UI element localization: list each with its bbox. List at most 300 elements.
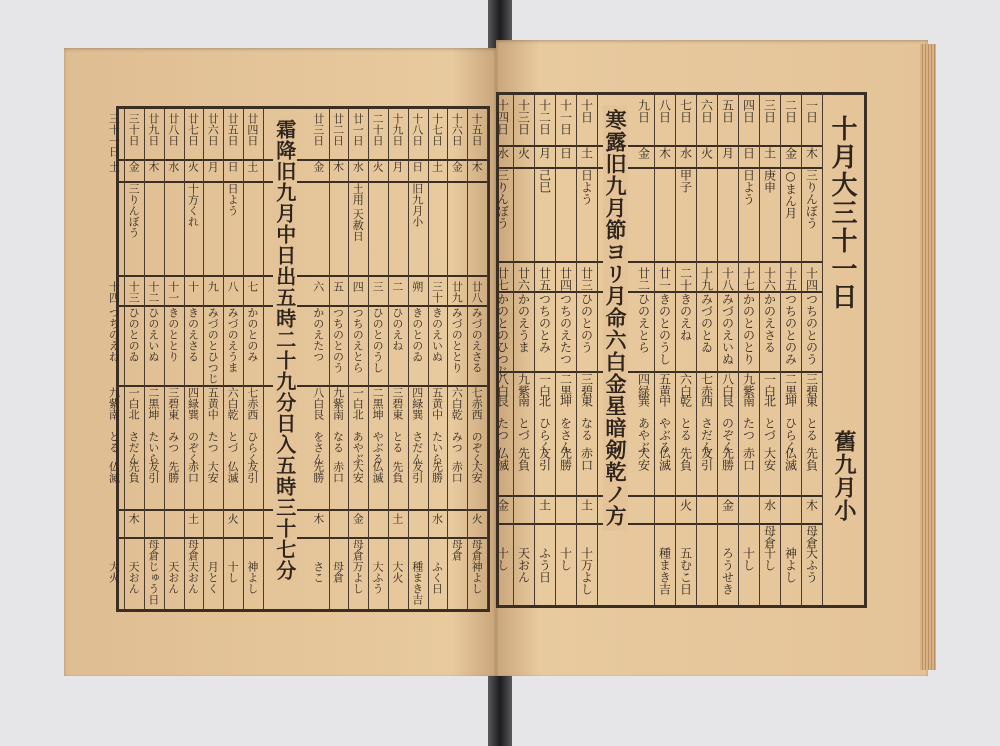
day-d-cell: 八日 (657, 99, 672, 123)
day-a-cell: 庚申 (762, 169, 777, 193)
day-k-cell: じゅう日 (146, 561, 160, 605)
day-h-cell: 友引 (146, 461, 160, 483)
day-f-cell: 東 (579, 395, 594, 407)
day-k-cell: 天おん (166, 561, 180, 594)
day-w-cell: 金 (783, 147, 798, 159)
day-f-cell: 巽 (410, 409, 424, 420)
day-k-cell: 種まき吉 (410, 561, 424, 605)
day-d-cell: 七日 (678, 99, 693, 123)
day-b-cell: 七 (245, 281, 259, 292)
day-h-cell: 先負 (804, 447, 819, 471)
day-k-cell: 天おん (186, 561, 200, 594)
day-f-cell: 南 (331, 409, 345, 420)
day-h-cell: 仏滅 (495, 447, 510, 471)
day-a-cell: 日よう (579, 169, 594, 205)
day-h-cell: 先負 (390, 461, 404, 483)
day-e-cell: 四緑 (636, 373, 651, 397)
day-g-cell: なる (579, 417, 594, 441)
day-w-cell: 木 (146, 161, 160, 172)
day-k-cell: 天おん (516, 547, 531, 583)
left-page (64, 48, 496, 676)
day-c-cell: つちのとのう (331, 307, 345, 373)
day-h-cell: 友引 (537, 447, 552, 471)
day-i-cell: 木 (127, 513, 141, 524)
day-b-cell: 四 (351, 281, 365, 292)
day-g-cell: ひらく (245, 431, 259, 464)
day-k-cell: ろうせき (720, 547, 735, 595)
day-j-cell: 母倉 (146, 539, 160, 561)
day-b-cell: 十四 (107, 281, 121, 303)
day-f-cell: 艮 (311, 409, 325, 420)
day-w-cell: 木 (804, 147, 819, 159)
day-i-cell: 土 (537, 499, 552, 511)
day-f-cell: 坤 (783, 395, 798, 407)
day-d-cell: 十五日 (470, 113, 484, 146)
day-h-cell: 仏滅 (226, 461, 240, 483)
day-w-cell: 日 (741, 147, 756, 159)
day-w-cell: 日 (410, 161, 424, 172)
day-g-cell: さだん (410, 431, 424, 464)
day-d-cell: 三十一日 (107, 113, 121, 157)
day-k-cell: 十し (226, 561, 240, 583)
day-g-cell: たいら (430, 431, 444, 464)
day-k-cell: 大火 (390, 561, 404, 583)
day-g-cell: のぞく (470, 431, 484, 464)
day-e-cell: 七赤 (470, 387, 484, 409)
day-k-cell: 神よし (245, 561, 259, 594)
day-f-cell: 西 (245, 409, 259, 420)
day-c-cell: つちのとのみ (783, 293, 798, 365)
left-calendar-table (107, 106, 490, 612)
day-c-cell: みづのえうま (226, 307, 240, 373)
day-g-cell: とる (107, 431, 121, 453)
day-d-cell: 九日 (636, 99, 651, 123)
day-w-cell: 日 (226, 161, 240, 172)
right-page (496, 40, 928, 676)
day-f-cell: 東 (390, 409, 404, 420)
day-c-cell: ひのえいぬ (146, 307, 160, 362)
day-b-cell: 廿二 (636, 267, 651, 291)
day-f-cell: 東 (804, 395, 819, 407)
day-d-cell: 十四日 (495, 99, 510, 135)
day-h-cell: 大安 (206, 461, 220, 483)
day-a-cell: 三りんぼう (495, 169, 510, 229)
day-c-cell: きのえさる (186, 307, 200, 362)
day-k-cell: 月とく (206, 561, 220, 594)
day-g-cell: たつ (741, 417, 756, 441)
day-d-cell: 二日 (783, 99, 798, 123)
day-a-cell: 土用 天赦日 (351, 183, 365, 242)
day-d-cell: 廿二日 (331, 113, 345, 146)
day-d-cell: 廿九日 (146, 113, 160, 146)
day-w-cell: 月 (206, 161, 220, 172)
day-i-cell: 金 (720, 499, 735, 511)
day-a-cell: 日よう (226, 183, 240, 216)
day-g-cell: なる (331, 431, 345, 453)
day-h-cell: 先勝 (430, 461, 444, 483)
day-b-cell: 廿六 (516, 267, 531, 291)
day-column (388, 109, 409, 609)
day-k-cell: ふう日 (537, 547, 552, 583)
day-k-cell: 五むこ日 (678, 547, 693, 595)
day-d-cell: 十一日 (558, 99, 573, 135)
day-c-cell: つちのえとら (351, 307, 365, 373)
day-b-cell: 十九 (699, 267, 714, 291)
day-b-cell: 十三 (127, 281, 141, 303)
day-d-cell: 五日 (720, 99, 735, 123)
day-d-cell: 廿七日 (186, 113, 200, 146)
day-a-cell: 己巳 (537, 169, 552, 193)
day-f-cell: 西 (699, 395, 714, 407)
day-g-cell: さだん (127, 431, 141, 464)
day-a-cell: 三りんぼう (804, 169, 819, 229)
day-h-cell: 大安 (351, 461, 365, 483)
day-h-cell: 先負 (127, 461, 141, 483)
day-e-cell: 九紫 (741, 373, 756, 397)
day-w-cell: 火 (371, 161, 385, 172)
day-d-cell: 三十日 (127, 113, 141, 146)
day-k-cell: 大ふう (804, 547, 819, 583)
day-c-cell: つちのえたつ (558, 293, 573, 365)
day-e-cell: 三碧 (390, 387, 404, 409)
day-e-cell: 四緑 (186, 387, 200, 409)
day-d-cell: 十八日 (410, 113, 424, 146)
day-b-cell: 廿八 (470, 281, 484, 303)
day-f-cell: 北 (351, 409, 365, 420)
day-h-cell: 先勝 (720, 447, 735, 471)
day-e-cell: 九紫 (107, 387, 121, 409)
day-c-cell: ひのとのう (579, 293, 594, 353)
day-e-cell: 一白 (351, 387, 365, 409)
day-e-cell: 四緑 (410, 387, 424, 409)
day-g-cell: やぶる (657, 417, 672, 453)
day-w-cell: 土 (245, 161, 259, 172)
day-h-cell: 赤口 (450, 461, 464, 483)
day-j-cell: 母倉 (186, 539, 200, 561)
day-f-cell: 北 (537, 395, 552, 407)
day-f-cell: 南 (741, 395, 756, 407)
day-g-cell: とづ (762, 417, 777, 441)
day-a-cell: 日よう (741, 169, 756, 205)
day-i-cell: 土 (390, 513, 404, 524)
day-d-cell: 四日 (741, 99, 756, 123)
left-banner: 霜降旧九月中日出五時二十九分日入五時三十七分 (272, 119, 297, 581)
day-w-cell: 火 (699, 147, 714, 159)
day-e-cell: 五黄 (206, 387, 220, 409)
day-c-cell: みづのとひつじ (206, 307, 220, 384)
day-e-cell: 八白 (495, 373, 510, 397)
day-e-cell: 一白 (762, 373, 777, 397)
day-e-cell: 七赤 (245, 387, 259, 409)
day-c-cell: つちのえね (107, 307, 121, 362)
day-g-cell: みつ (450, 431, 464, 453)
month-title: 十月大三十一日 (827, 115, 857, 311)
day-c-cell: かのえさる (762, 293, 777, 353)
day-g-cell: をさん (311, 431, 325, 464)
day-f-cell: 北 (127, 409, 141, 420)
day-f-cell: 艮 (495, 395, 510, 407)
day-w-cell: 金 (450, 161, 464, 172)
day-c-cell: みづのととり (450, 307, 464, 373)
day-f-cell: 南 (516, 395, 531, 407)
day-w-cell: 木 (331, 161, 345, 172)
day-h-cell: 友引 (245, 461, 259, 483)
day-c-cell: きのえいぬ (430, 307, 444, 362)
day-h-cell: 仏滅 (657, 447, 672, 471)
day-g-cell: たつ (206, 431, 220, 453)
day-e-cell: 六白 (450, 387, 464, 409)
day-b-cell: 九 (206, 281, 220, 292)
day-h-cell: 仏滅 (107, 461, 121, 483)
day-w-cell: 水 (166, 161, 180, 172)
day-c-cell: みづのとゐ (699, 293, 714, 353)
day-b-cell: 十 (186, 281, 200, 292)
day-w-cell: 火 (516, 147, 531, 159)
day-w-cell: 水 (495, 147, 510, 159)
day-e-cell: 二黒 (146, 387, 160, 409)
day-g-cell: とづ (226, 431, 240, 453)
day-a-cell: 甲子 (678, 169, 693, 193)
day-f-cell: 坤 (371, 409, 385, 420)
day-e-cell: 二黒 (371, 387, 385, 409)
day-h-cell: 赤口 (579, 447, 594, 471)
day-b-cell: 六 (311, 281, 325, 292)
day-h-cell: 先負 (678, 447, 693, 471)
day-e-cell: 九紫 (331, 387, 345, 409)
day-h-cell: 友引 (699, 447, 714, 471)
day-f-cell: 艮 (720, 395, 735, 407)
day-c-cell: かのとのみ (245, 307, 259, 362)
day-c-cell: ひのえとら (636, 293, 651, 353)
day-h-cell: 仏滅 (371, 461, 385, 483)
day-e-cell: 八白 (311, 387, 325, 409)
day-f-cell: 北 (762, 395, 777, 407)
day-w-cell: 水 (351, 161, 365, 172)
day-b-cell: 五 (331, 281, 345, 292)
day-h-cell: 先勝 (558, 447, 573, 471)
day-w-cell: 土 (107, 161, 121, 172)
day-g-cell: あやぶ (351, 431, 365, 464)
day-c-cell: きのえね (678, 293, 693, 341)
day-a-cell: ○まん月 (783, 169, 798, 219)
day-w-cell: 木 (657, 147, 672, 159)
day-f-cell: 中 (430, 409, 444, 420)
day-e-cell: 八白 (720, 373, 735, 397)
day-c-cell: ひのとのうし (371, 307, 385, 373)
day-c-cell: みづのえいぬ (720, 293, 735, 365)
day-f-cell: 巽 (636, 395, 651, 407)
day-d-cell: 十九日 (390, 113, 404, 146)
day-e-cell: 五黄 (430, 387, 444, 409)
day-g-cell: ひらく (783, 417, 798, 453)
day-b-cell: 八 (226, 281, 240, 292)
day-g-cell: とる (804, 417, 819, 441)
day-w-cell: 土 (579, 147, 594, 159)
day-g-cell: をさん (558, 417, 573, 453)
day-d-cell: 廿八日 (166, 113, 180, 146)
day-d-cell: 十七日 (430, 113, 444, 146)
day-j-cell: 母倉 (804, 525, 819, 549)
day-b-cell: 廿九 (450, 281, 464, 303)
day-b-cell: 十五 (783, 267, 798, 291)
day-g-cell: たつ (495, 417, 510, 441)
day-k-cell: 神よし (470, 561, 484, 594)
day-w-cell: 水 (678, 147, 693, 159)
day-e-cell: 六白 (678, 373, 693, 397)
day-k-cell: 神よし (783, 547, 798, 583)
day-d-cell: 廿一日 (351, 113, 365, 146)
day-j-cell: 母倉 (450, 539, 464, 561)
day-k-cell: 十し (558, 547, 573, 571)
day-d-cell: 十六日 (450, 113, 464, 146)
day-i-cell: 金 (351, 513, 365, 524)
day-i-cell: 土 (186, 513, 200, 524)
day-k-cell: 十し (741, 547, 756, 571)
day-b-cell: 十一 (166, 281, 180, 303)
day-f-cell: 乾 (226, 409, 240, 420)
day-c-cell: かのとのひつじ (495, 293, 510, 377)
old-month-label: 舊九月小 (831, 430, 857, 522)
day-f-cell: 中 (206, 409, 220, 420)
day-g-cell: ひらく (537, 417, 552, 453)
day-i-cell: 火 (470, 513, 484, 524)
day-f-cell: 乾 (450, 409, 464, 420)
day-d-cell: 十二日 (537, 99, 552, 135)
day-d-cell: 廿四日 (245, 113, 259, 146)
day-d-cell: 廿三日 (311, 113, 325, 146)
day-e-cell: 一白 (537, 373, 552, 397)
day-f-cell: 乾 (678, 395, 693, 407)
day-w-cell: 金 (127, 161, 141, 172)
day-k-cell: さこ (311, 561, 325, 583)
day-b-cell: 三 (371, 281, 385, 292)
day-b-cell: 二 (390, 281, 404, 292)
day-b-cell: 十四 (804, 267, 819, 291)
day-d-cell: 廿六日 (206, 113, 220, 146)
day-k-cell: 母倉 (331, 561, 345, 583)
day-w-cell: 金 (311, 161, 325, 172)
day-w-cell: 土 (430, 161, 444, 172)
day-h-cell: 先勝 (166, 461, 180, 483)
day-e-cell: 三碧 (804, 373, 819, 397)
day-d-cell: 二十日 (371, 113, 385, 146)
book-spine-bottom (488, 672, 512, 746)
day-b-cell: 十二 (146, 281, 160, 303)
day-c-cell: かのえうま (516, 293, 531, 353)
day-h-cell: 友引 (410, 461, 424, 483)
day-k-cell: 天おん (127, 561, 141, 594)
day-e-cell: 七赤 (699, 373, 714, 397)
day-g-cell: とる (678, 417, 693, 441)
day-w-cell: 土 (762, 147, 777, 159)
day-w-cell: 月 (537, 147, 552, 159)
day-b-cell: 廿一 (657, 267, 672, 291)
day-g-cell: やぶる (371, 431, 385, 464)
day-f-cell: 中 (657, 395, 672, 407)
day-c-cell: みづのえさる (470, 307, 484, 373)
day-w-cell: 木 (470, 161, 484, 172)
day-a-cell: 旧九月小 (410, 183, 424, 227)
day-w-cell: 日 (558, 147, 573, 159)
day-d-cell: 三日 (762, 99, 777, 123)
day-i-cell: 木 (804, 499, 819, 511)
day-j-cell: 母倉 (351, 539, 365, 561)
day-h-cell: 仏滅 (783, 447, 798, 471)
day-e-cell: 五黄 (657, 373, 672, 397)
day-g-cell: みつ (166, 431, 180, 453)
day-g-cell: さだん (699, 417, 714, 453)
day-w-cell: 月 (390, 161, 404, 172)
day-w-cell: 火 (186, 161, 200, 172)
day-i-cell: 火 (678, 499, 693, 511)
day-i-cell: 木 (311, 513, 325, 524)
day-b-cell: 十八 (720, 267, 735, 291)
day-g-cell: たいら (146, 431, 160, 464)
day-e-cell: 二黒 (558, 373, 573, 397)
day-h-cell: 先勝 (311, 461, 325, 483)
day-b-cell: 廿四 (558, 267, 573, 291)
day-i-cell: 火 (226, 513, 240, 524)
right-calendar-table (496, 92, 867, 608)
day-j-cell: 母倉 (470, 539, 484, 561)
day-f-cell: 巽 (186, 409, 200, 420)
day-g-cell: のぞく (720, 417, 735, 453)
day-k-cell: 大火 (107, 561, 121, 583)
day-j-cell: 母倉 (762, 525, 777, 549)
day-b-cell: 三十 (430, 281, 444, 303)
day-g-cell: とる (390, 431, 404, 453)
day-i-cell: 金 (495, 499, 510, 511)
day-e-cell: 一白 (127, 387, 141, 409)
right-banner: 寒露旧九月節ヨリ月命六白金星暗剱乾ノ方 (603, 105, 628, 531)
day-d-cell: 十日 (579, 99, 594, 123)
day-g-cell: とづ (516, 417, 531, 441)
day-k-cell: ふく日 (430, 561, 444, 594)
day-f-cell: 坤 (146, 409, 160, 420)
day-b-cell: 朔 (410, 281, 424, 292)
day-d-cell: 廿五日 (226, 113, 240, 146)
day-k-cell: 十し (762, 547, 777, 571)
day-d-cell: 六日 (699, 99, 714, 123)
day-f-cell: 坤 (558, 395, 573, 407)
day-k-cell: 万よし (351, 561, 365, 594)
day-g-cell: のぞく (186, 431, 200, 464)
day-c-cell: つちのとのう (804, 293, 819, 365)
day-f-cell: 南 (107, 409, 121, 420)
day-w-cell: 金 (636, 147, 651, 159)
day-f-cell: 西 (470, 409, 484, 420)
day-k-cell: 種まき吉 (657, 547, 672, 595)
day-c-cell: きのとのゐ (410, 307, 424, 362)
day-k-cell: 十し (495, 547, 510, 571)
day-b-cell: 廿三 (579, 267, 594, 291)
day-c-cell: きのととり (166, 307, 180, 362)
day-i-cell: 水 (430, 513, 444, 524)
day-b-cell: 廿七 (495, 267, 510, 291)
day-w-cell: 月 (720, 147, 735, 159)
day-h-cell: 赤口 (186, 461, 200, 483)
day-h-cell: 大安 (636, 447, 651, 471)
day-c-cell: ひのとのゐ (127, 307, 141, 362)
day-i-cell: 水 (762, 499, 777, 511)
day-e-cell: 六白 (226, 387, 240, 409)
day-h-cell: 先負 (516, 447, 531, 471)
day-i-cell: 土 (579, 499, 594, 511)
day-a-cell: 三りんぼう (127, 183, 141, 238)
day-k-cell: 大ふう (371, 561, 385, 594)
day-h-cell: 大安 (762, 447, 777, 471)
day-c-cell: きのとのうし (657, 293, 672, 365)
